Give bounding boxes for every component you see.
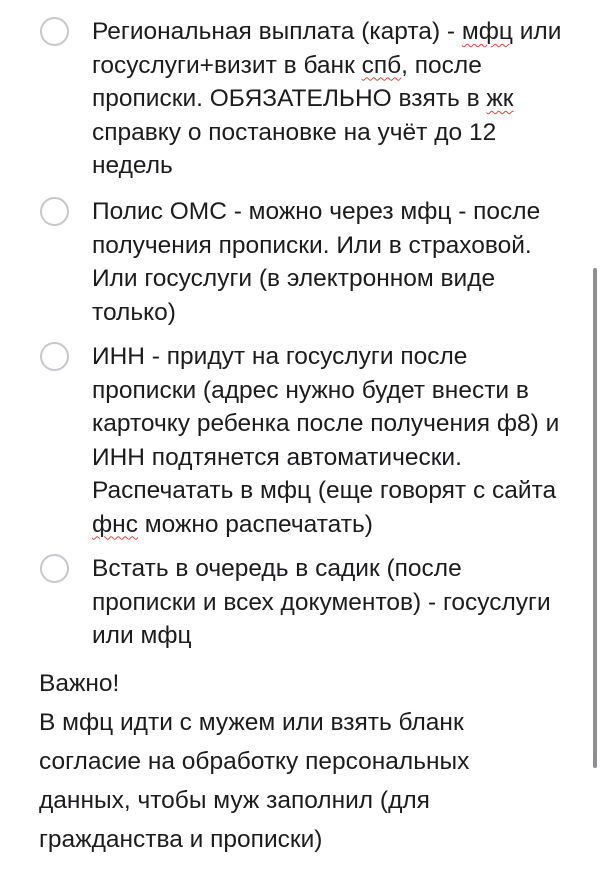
item-text-segment: ИНН - придут на госуслуги после прописки (адрес нужно будет внести в карточку ребенка после получения ф8) и ИНН подтянется автоматически. Распечатать в мфц (еще говорят с сайта [92, 343, 560, 504]
item-text-segment: или госуслуги+визит в банк [92, 18, 562, 79]
item-text-segment: справку о постановке на учёт до 12 недель [92, 118, 497, 179]
spellcheck-flagged-word: спб [361, 51, 402, 79]
checkbox-circle-icon[interactable] [40, 197, 69, 226]
item-text-segment: , после прописки. ОБЯЗАТЕЛЬНО взять в [92, 51, 487, 112]
checklist-item-text[interactable]: Полис ОМС - можно через мфц - после получения прописки. Или в страховой. Или госуслуги (в электронном виде только) [92, 198, 541, 326]
note-heading: Важно! [39, 670, 120, 697]
note-line: В мфц идти с мужем или взять бланк [39, 709, 464, 736]
checkbox-circle-icon[interactable] [40, 554, 69, 583]
note-line: данных, чтобы муж заполнил (для [39, 787, 430, 814]
spellcheck-flagged-word: мфц [461, 18, 513, 45]
note-line: согласие на обработку персональных [39, 748, 470, 775]
checklist-item-text[interactable] [92, 15, 572, 183]
spellcheck-flagged-word: фнс [92, 510, 138, 538]
checkbox-circle-icon[interactable] [40, 17, 69, 46]
item-text-segment: Региональная выплата (карта) - [92, 18, 462, 45]
item-text-segment: можно распечатать) [137, 510, 373, 538]
checklist-item-text[interactable] [92, 340, 572, 541]
note-block[interactable] [39, 664, 579, 859]
checkbox-circle-icon[interactable] [40, 342, 69, 371]
note-line: гражданства и прописки) [39, 826, 323, 853]
scrollbar[interactable] [593, 268, 597, 768]
spellcheck-flagged-word: жк [486, 85, 514, 112]
checklist-item-text[interactable]: Встать в очередь в садик (после прописки и всех документов) - госуслуги или мфц [92, 555, 551, 649]
